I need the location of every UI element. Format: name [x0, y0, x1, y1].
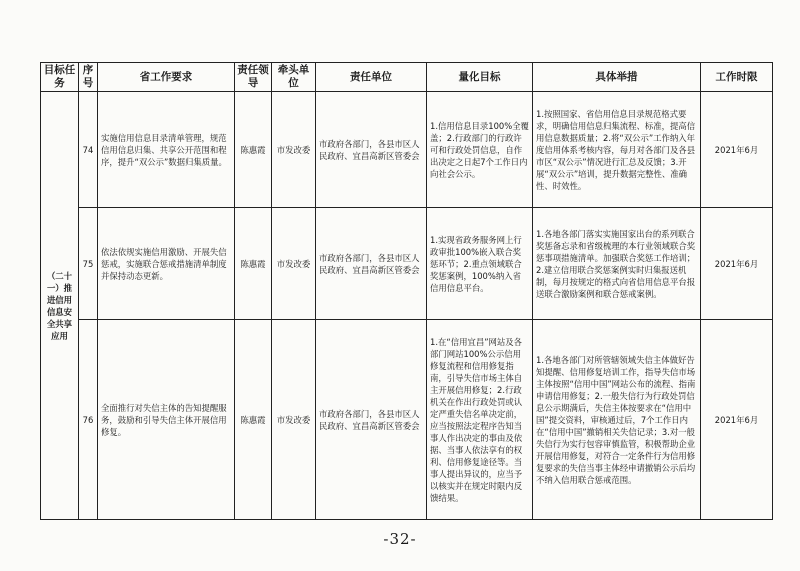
header-seq: 序号 — [79, 63, 98, 92]
row-seq: 75 — [79, 208, 98, 320]
row-lead-unit: 市发改委 — [272, 208, 316, 320]
row-leader: 陈惠霞 — [235, 208, 272, 320]
row-leader: 陈惠霞 — [235, 92, 272, 208]
row-responsible-units: 市政府各部门，各县市区人民政府、宜昌高新区管委会 — [316, 320, 427, 520]
row-lead-unit: 市发改委 — [272, 320, 316, 520]
row-leader: 陈惠霞 — [235, 320, 272, 520]
row-lead-unit: 市发改委 — [272, 92, 316, 208]
header-time: 工作时限 — [701, 63, 773, 92]
row-measures: 1.各地各部门对所管辖领域失信主体做好告知提醒、信用修复培训工作，指导失信市场主体按照“信用中国”网站公布的流程、指南申请信用修复；2.一般失信行为行政处罚信息公示期满后，失信主体按要求在“信用中国”提交资料，审核通过后，7个工作日内在“信用中国”撤销相关失信记录；3.对一般失信行为实行包容审慎监管，积极帮助企业开展信用修复，对符合一定条件行为信用修复要求的失信当事主体经申请撤销公示后均不纳入信用联合惩戒范围。 — [533, 320, 701, 520]
table-row — [41, 320, 773, 520]
header-requirement: 省工作要求 — [98, 63, 235, 92]
header-leader: 责任领导 — [235, 63, 272, 92]
row-time: 2021年6月 — [701, 92, 773, 208]
header-measures: 具体举措 — [533, 63, 701, 92]
row-responsible-units: 市政府各部门，各县市区人民政府、宜昌高新区管委会 — [316, 92, 427, 208]
header-task: 目标任务 — [41, 63, 79, 92]
table-row — [41, 208, 773, 320]
row-target: 1.在“信用宜昌”网站及各部门网站100%公示信用修复流程和信用修复指南，引导失信市场主体自主开展信用修复；2.行政机关在作出行政处罚或认定严重失信名单决定前，应当按照法定程序告知当事人作出决定的事由及依据、当事人依法享有的权利、信用修复途径等。当事人提出异议的，应当予以核实并在规定时限内反馈结果。 — [427, 320, 533, 520]
row-seq: 74 — [79, 92, 98, 208]
header-target: 量化目标 — [427, 63, 533, 92]
row-measures: 1.各地各部门落实实施国家出台的系列联合奖惩备忘录和省级梳理的本行业领域联合奖惩事项措施清单。加强联合奖惩工作培训；2.建立信用联合奖惩案例实时归集报送机制，每月按规定的格式向省信用信息平台报送联合激励案例和联合惩戒案例。 — [533, 208, 701, 320]
task-name-cell: （二十一）推进信用信息安全共享应用 — [41, 92, 79, 520]
header-lead-unit: 牵头单位 — [272, 63, 316, 92]
row-requirement: 全面推行对失信主体的告知提醒服务，鼓励和引导失信主体开展信用修复。 — [98, 320, 235, 520]
row-time: 2021年6月 — [701, 320, 773, 520]
header-responsible-units: 责任单位 — [316, 63, 427, 92]
work-plan-table — [40, 62, 773, 520]
row-responsible-units: 市政府各部门，各县市区人民政府、宜昌高新区管委会 — [316, 208, 427, 320]
row-requirement: 依法依规实施信用激励、开展失信惩戒，实施联合惩戒措施清单制度并保持动态更新。 — [98, 208, 235, 320]
row-target: 1.实现省政务服务网上行政审批100%嵌入联合奖惩环节；2.重点领域联合奖惩案例，100%纳入省信用信息平台。 — [427, 208, 533, 320]
row-time: 2021年6月 — [701, 208, 773, 320]
row-requirement: 实施信用信息目录清单管理，规范信用信息归集、共享公开范围和程序，提升“双公示”数据归集质量。 — [98, 92, 235, 208]
row-seq: 76 — [79, 320, 98, 520]
row-target: 1.信用信息目录100%全覆盖；2.行政部门的行政许可和行政处罚信息，自作出决定之日起7个工作日内向社会公示。 — [427, 92, 533, 208]
row-measures: 1.按照国家、省信用信息目录规范格式要求，明确信用信息归集流程、标准，提高信用信息数据质量；2.将“双公示”工作纳入年度信用体系考核内容，每月对各部门及各县市区“双公示”情况进行汇总及反馈；3.开展“双公示”培训，提升数据完整性、准确性、时效性。 — [533, 92, 701, 208]
table-header-row — [41, 63, 773, 92]
table-row — [41, 92, 773, 208]
page-number: -32- — [383, 530, 417, 548]
